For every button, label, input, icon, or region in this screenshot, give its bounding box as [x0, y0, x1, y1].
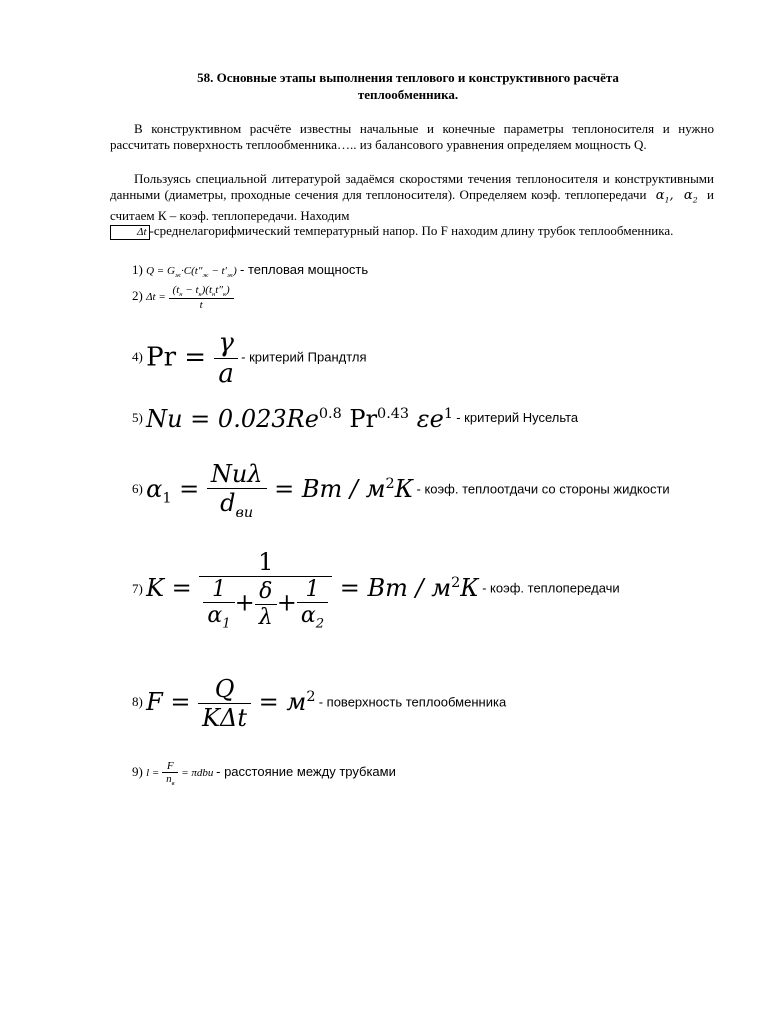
formula-item-7 [132, 548, 620, 631]
item-description: - критерий Прандтля [241, 349, 367, 365]
formula-item-1 [132, 262, 368, 279]
formula-heat-transfer-coef: K = 1 $\frac{1}{\alpha_1}$ + $\frac{\delta}{\lambda}$ + $\frac{1}{\alpha_2}$ = Вт / $м^2К$ [146, 548, 479, 632]
item-description: - расстояние между трубками [216, 764, 396, 780]
formula-item-9 [132, 760, 396, 787]
formula-heat-transfer-liquid: $\alpha_1$ = $\frac{\text{Nuλ}}{d_{ви}}$ = Вт / $м^2К$ [146, 460, 414, 521]
formula-item-4 [132, 328, 367, 389]
formula-nusselt: $Nu = 0.023Re^{0.8}$ $Pr^{0.43}$ $\varepsilon e^1$ [146, 405, 453, 433]
formula-tube-distance: l = $\frac{F}{n_в}$ = πdbu [146, 760, 217, 788]
formula-item-8 [132, 675, 506, 732]
formula-item-6 [132, 460, 670, 521]
formula-delta-t: Δt = $\frac{(t_н - t_к)(t_нt''_к)}{t}$ [146, 291, 234, 303]
title-line-2: теплообменника. [357, 87, 459, 102]
item-description: - тепловая мощность [240, 262, 369, 277]
paragraph-2 [110, 171, 714, 240]
item-number: 4) [132, 349, 143, 365]
delta-t-bracket: Δt [110, 225, 150, 240]
item-number: 6) [132, 481, 143, 497]
alpha-1-symbol: $\alpha_1$, $\alpha_2$ [650, 187, 698, 205]
paragraph-2-part-c: -среднелагорифмический температурный напор. По F находим длину трубок теплообменника. [149, 223, 674, 239]
item-number: 5) [132, 409, 143, 425]
item-number: 7) [132, 580, 143, 596]
paragraph-2-part-b: и считаем К – коэф. теплопередачи. Находим [110, 186, 715, 223]
formula-item-5 [132, 405, 578, 433]
item-description: - поверхность теплообменника [318, 694, 507, 710]
document-title [110, 69, 706, 103]
item-number: 8) [132, 694, 143, 710]
item-description: - коэф. теплопередачи [482, 580, 620, 596]
formula-item-2 [132, 284, 234, 311]
formula-surface: F = $\frac{Q}{\text{KΔt}}$ = $м^2$ [146, 675, 316, 732]
title-line-1: 58. Основные этапы выполнения теплового и конструктивного расчёта [197, 70, 619, 85]
paragraph-2-part-a: Пользуясь специальной литературой задаёмся скоростями течения теплоносителя и конструктивными данными (диаметры, проходные сечения для теплоносителя). Определяем коэф. теплопередачи [110, 171, 714, 202]
formula-prandtl: Pr = $\frac{\gamma}{a}$ [146, 328, 238, 389]
paragraph-1: В конструктивном расчёте известны начальные и конечные параметры теплоносителя и нужно рассчитать поверхность теплообменника….. из балансового уравнения определяем мощность Q. [110, 121, 714, 152]
item-number: 2) [132, 288, 143, 304]
formula-heat-power: $Q = G_ж\cdot C(t''_ж - t'_ж)$ [146, 265, 237, 280]
item-number: 1) [132, 262, 143, 277]
item-description: - критерий Нусельта [456, 409, 579, 425]
item-number: 9) [132, 764, 143, 780]
item-description: - коэф. теплоотдачи со стороны жидкости [416, 481, 670, 497]
